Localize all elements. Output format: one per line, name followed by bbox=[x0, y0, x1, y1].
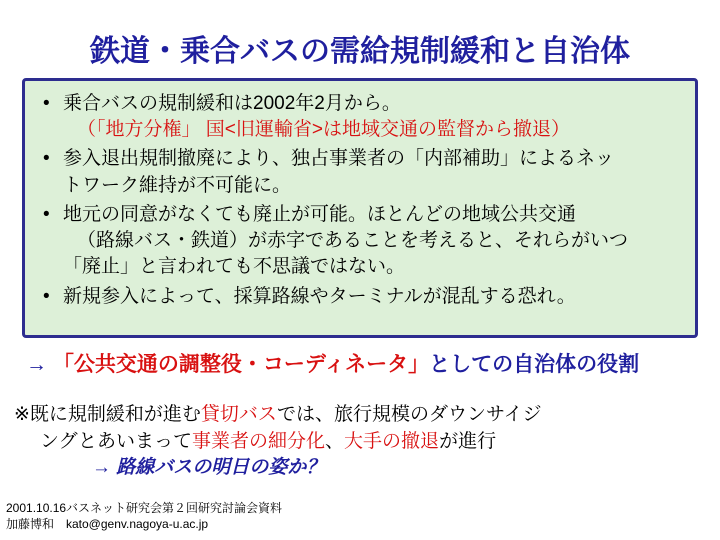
arrow-prefix: → bbox=[26, 353, 53, 376]
bullet-line: • 地元の同意がなくても廃止が可能。ほとんどの地域公共交通 bbox=[63, 203, 577, 225]
note-text: では、旅行規模のダウンサイジ bbox=[276, 404, 542, 425]
note-text: ングとあいまって bbox=[40, 430, 193, 452]
note-line-3: → 路線バスの明日の姿か？ bbox=[92, 457, 326, 479]
note-highlight: 貸切バス bbox=[200, 404, 277, 425]
conclusion-suffix: としての自治体の役割 bbox=[429, 353, 640, 376]
slide-title: 鉄道・乗合バスの需給規制緩和と自治体 bbox=[90, 35, 630, 68]
bullet-line: • 乗合バスの規制緩和は2002年2月から。 bbox=[63, 93, 401, 114]
note-text: ※既に規制緩和が進む bbox=[14, 404, 201, 425]
note-highlight: 事業者の細分化 bbox=[192, 430, 326, 452]
list-item bbox=[35, 284, 683, 310]
note-line-1 bbox=[14, 402, 714, 429]
bullet-line: • 参入退出規制撤廃により、独占事業者の「内部補助」によるネッ bbox=[63, 148, 615, 170]
footer-line-1: 2001.10.16バスネット研究会第２回研究討論会資料 bbox=[6, 500, 283, 515]
list-item bbox=[35, 202, 683, 281]
bullet-list bbox=[35, 91, 683, 310]
bullet-line: （路線バス・鉄道）が赤字であることを考えると、それらがいつ bbox=[77, 230, 629, 252]
note-highlight: 大手の撤退 bbox=[344, 430, 440, 452]
conclusion-highlight: 「公共交通の調整役・コーディネータ」 bbox=[52, 353, 430, 376]
list-item bbox=[35, 146, 683, 198]
bullet-line: • 新規参入によって、採算路線やターミナルが混乱する恐れ。 bbox=[63, 285, 576, 307]
content-box bbox=[22, 78, 698, 338]
note-text: が進行 bbox=[439, 430, 497, 452]
bullet-line-highlight: （「地方分権」 国<旧運輸省>は地域交通の監督から撤退） bbox=[77, 119, 570, 141]
note-line-2 bbox=[14, 429, 714, 456]
bullet-line: トワーク維持が不可能に。 bbox=[63, 174, 292, 196]
list-item bbox=[35, 91, 683, 143]
note-block bbox=[14, 402, 714, 482]
bullet-line: 「廃止」と言われても不思議ではない。 bbox=[63, 256, 406, 278]
conclusion-line bbox=[26, 348, 706, 378]
footer-line-2: 加藤博和 kato@genv.nagoya-u.ac.jp bbox=[6, 516, 209, 531]
note-text: 、 bbox=[325, 430, 345, 452]
footer bbox=[6, 500, 282, 532]
